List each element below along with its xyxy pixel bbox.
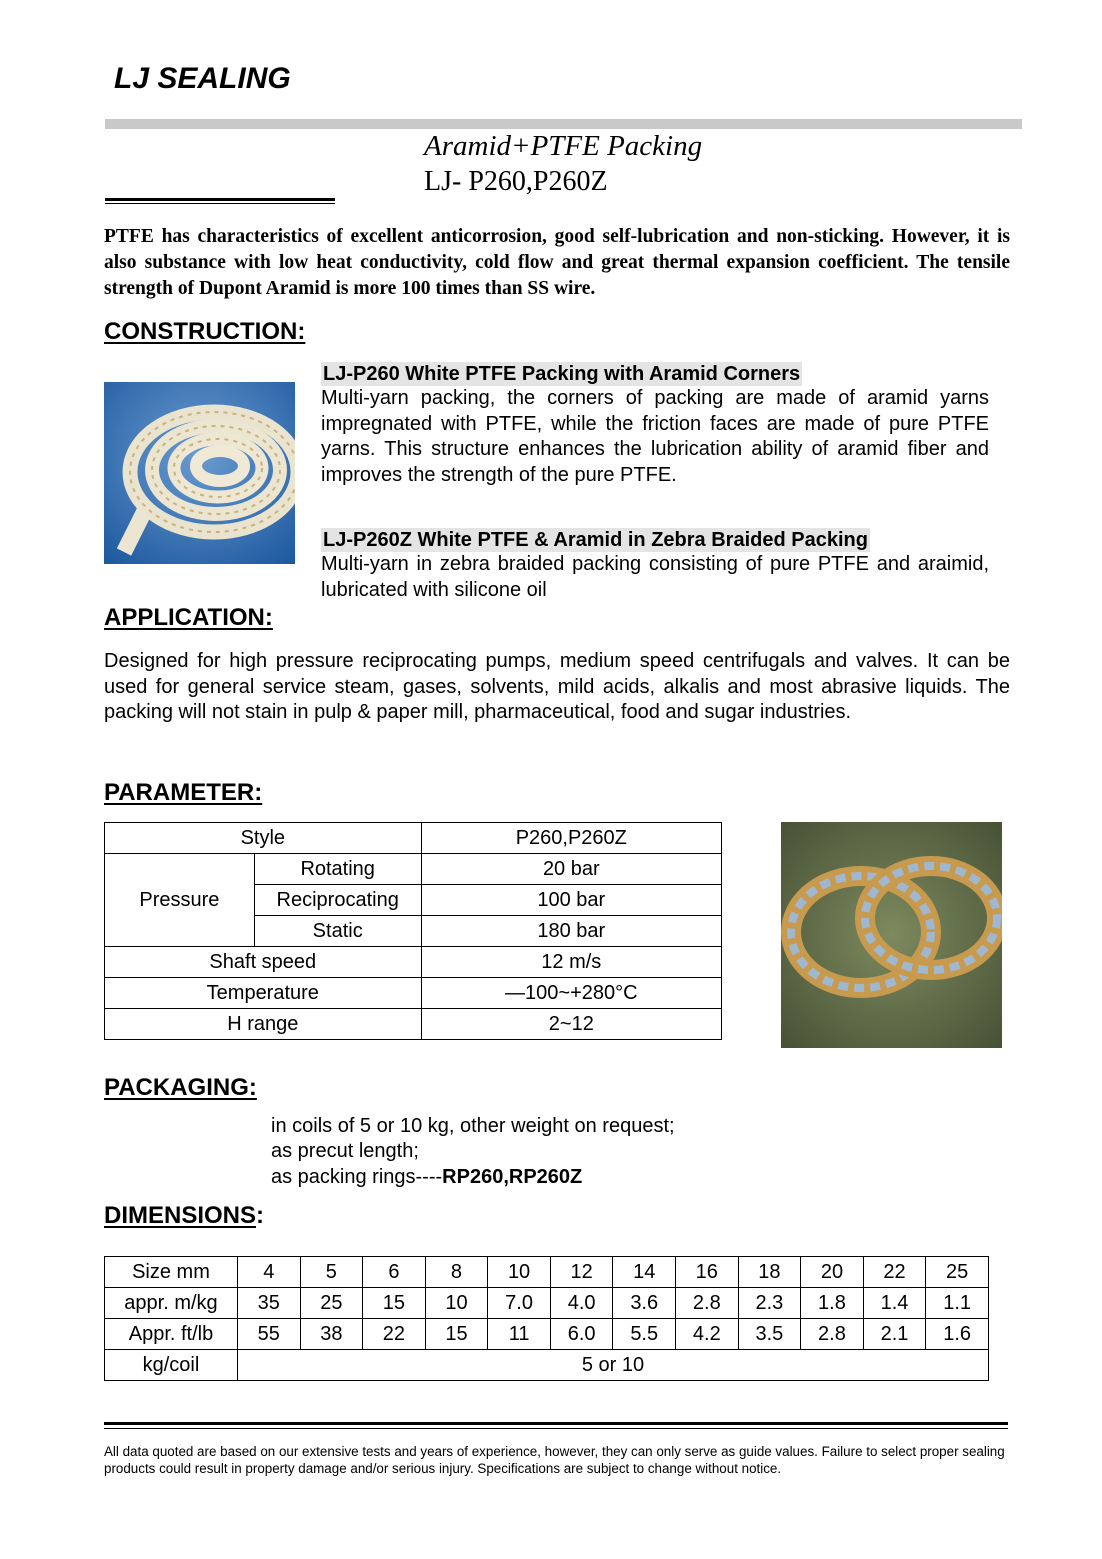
footer-divider-thin bbox=[104, 1428, 1008, 1429]
header-divider bbox=[105, 119, 1022, 129]
table-cell: 25 bbox=[926, 1257, 989, 1288]
table-cell: Style bbox=[105, 823, 422, 854]
packaging-line-precut: as precut length; bbox=[271, 1140, 419, 1162]
table-cell: 2.8 bbox=[676, 1288, 739, 1319]
table-cell: 5.5 bbox=[613, 1319, 676, 1350]
table-cell: 2.1 bbox=[863, 1319, 926, 1350]
table-row bbox=[105, 1257, 989, 1288]
table-cell: 22 bbox=[363, 1319, 426, 1350]
table-cell: 4 bbox=[237, 1257, 300, 1288]
disclaimer-text: All data quoted are based on our extensive tests and years of experience, however, they can only serve as guide values. Failure to select proper sealing products could result in property damage and/or serious injury. Specifications are subject to change without notice. bbox=[104, 1444, 1005, 1476]
table-row bbox=[105, 1319, 989, 1350]
table-cell: 100 bar bbox=[421, 885, 721, 916]
title-underline-thin bbox=[105, 203, 335, 204]
packaging-rings-codes: RP260,RP260Z bbox=[442, 1166, 583, 1188]
packaging-line-coils: in coils of 5 or 10 kg, other weight on request; bbox=[271, 1115, 675, 1137]
table-cell: 2.3 bbox=[738, 1288, 801, 1319]
construction-item-p260 bbox=[321, 362, 989, 488]
table-row bbox=[105, 854, 722, 885]
table-cell: Rotating bbox=[254, 854, 421, 885]
construction-item-text: Multi-yarn in zebra braided packing consisting of pure PTFE and araimid, lubricated with silicone oil bbox=[321, 553, 989, 601]
packaging-rings-prefix: as packing rings---- bbox=[271, 1166, 443, 1188]
construction-item-p260z bbox=[321, 528, 989, 603]
table-cell: 180 bar bbox=[421, 916, 721, 947]
table-row bbox=[105, 1350, 989, 1381]
table-cell: 1.1 bbox=[926, 1288, 989, 1319]
application-text: Designed for high pressure reciprocating pumps, medium speed centrifugals and valves. It can be used for general service steam, gases, solvents, mild acids, alkalis and most abrasive liquids. The packing will not stain in pulp & paper mill, pharmaceutical, food and sugar industries. bbox=[104, 650, 1010, 723]
construction-heading: CONSTRUCTION: bbox=[104, 318, 306, 345]
table-cell: Size mm bbox=[105, 1257, 238, 1288]
table-cell: —100~+280°C bbox=[421, 978, 721, 1009]
table-cell: 15 bbox=[363, 1288, 426, 1319]
packing-rings-photo bbox=[781, 822, 1002, 1048]
table-cell: 2~12 bbox=[421, 1009, 721, 1040]
table-cell: 1.6 bbox=[926, 1319, 989, 1350]
table-cell: 2.8 bbox=[801, 1319, 864, 1350]
table-cell: 4.2 bbox=[676, 1319, 739, 1350]
table-cell: Temperature bbox=[105, 978, 422, 1009]
dimensions-heading bbox=[104, 1202, 264, 1230]
table-cell: 12 m/s bbox=[421, 947, 721, 978]
table-cell: 20 bar bbox=[421, 854, 721, 885]
coil-packing-photo bbox=[104, 382, 295, 564]
table-cell: 12 bbox=[550, 1257, 613, 1288]
dimensions-heading-text: DIMENSIONS bbox=[104, 1202, 257, 1229]
table-cell: 8 bbox=[425, 1257, 488, 1288]
packaging-line-rings bbox=[271, 1166, 582, 1189]
construction-item-title: LJ-P260 White PTFE Packing with Aramid Corners bbox=[323, 363, 801, 385]
table-row bbox=[105, 978, 722, 1009]
table-cell: 16 bbox=[676, 1257, 739, 1288]
table-cell: 20 bbox=[801, 1257, 864, 1288]
product-title: Aramid+PTFE Packing bbox=[424, 130, 703, 162]
table-cell: 6.0 bbox=[550, 1319, 613, 1350]
table-cell: 55 bbox=[237, 1319, 300, 1350]
packaging-heading: PACKAGING: bbox=[104, 1074, 257, 1101]
application-heading: APPLICATION: bbox=[104, 604, 273, 631]
table-cell: 6 bbox=[363, 1257, 426, 1288]
intro-paragraph: PTFE has characteristics of excellent anticorrosion, good self-lubrication and non-sticking. However, it is also substance with low heat conductivity, cold flow and great thermal expansion coefficient. The tensile strength of Dupont Aramid is more 100 times than SS wire. bbox=[104, 226, 1010, 299]
parameter-table bbox=[104, 822, 722, 1040]
table-cell: 10 bbox=[488, 1257, 551, 1288]
table-cell: 25 bbox=[300, 1288, 363, 1319]
table-cell: Pressure bbox=[105, 854, 255, 947]
table-cell: 35 bbox=[237, 1288, 300, 1319]
parameter-heading: PARAMETER: bbox=[104, 779, 263, 806]
table-cell: 14 bbox=[613, 1257, 676, 1288]
table-cell: 4.0 bbox=[550, 1288, 613, 1319]
table-row bbox=[105, 1288, 989, 1319]
table-cell: 5 bbox=[300, 1257, 363, 1288]
table-cell: 7.0 bbox=[488, 1288, 551, 1319]
construction-item-title: LJ-P260Z White PTFE & Aramid in Zebra Braided Packing bbox=[323, 529, 868, 551]
table-cell: 11 bbox=[488, 1319, 551, 1350]
table-cell: 10 bbox=[425, 1288, 488, 1319]
table-cell: 5 or 10 bbox=[237, 1350, 988, 1381]
table-cell: appr. m/kg bbox=[105, 1288, 238, 1319]
table-cell: Reciprocating bbox=[254, 885, 421, 916]
table-row bbox=[105, 823, 722, 854]
table-cell: 38 bbox=[300, 1319, 363, 1350]
table-cell: 1.4 bbox=[863, 1288, 926, 1319]
table-cell: Appr. ft/lb bbox=[105, 1319, 238, 1350]
table-cell: H range bbox=[105, 1009, 422, 1040]
table-cell: 22 bbox=[863, 1257, 926, 1288]
table-cell: 3.5 bbox=[738, 1319, 801, 1350]
brand-logo-text: LJ SEALING bbox=[114, 62, 291, 95]
construction-item-text: Multi-yarn packing, the corners of packing are made of aramid yarns impregnated with PTFE, while the friction faces are made of pure PTFE yarns. This structure enhances the lubrication ability of aramid fiber and improves the strength of the pure PTFE. bbox=[321, 387, 989, 486]
table-cell: 1.8 bbox=[801, 1288, 864, 1319]
title-underline bbox=[105, 198, 335, 201]
table-cell: 3.6 bbox=[613, 1288, 676, 1319]
table-row bbox=[105, 947, 722, 978]
dimensions-table bbox=[104, 1256, 989, 1381]
dimensions-heading-colon: : bbox=[256, 1202, 265, 1229]
table-cell: 15 bbox=[425, 1319, 488, 1350]
table-cell: Shaft speed bbox=[105, 947, 422, 978]
table-cell: P260,P260Z bbox=[421, 823, 721, 854]
product-code: LJ- P260,P260Z bbox=[424, 166, 608, 197]
table-cell: kg/coil bbox=[105, 1350, 238, 1381]
footer-divider bbox=[104, 1422, 1008, 1425]
table-row bbox=[105, 1009, 722, 1040]
table-cell: 18 bbox=[738, 1257, 801, 1288]
table-cell: Static bbox=[254, 916, 421, 947]
